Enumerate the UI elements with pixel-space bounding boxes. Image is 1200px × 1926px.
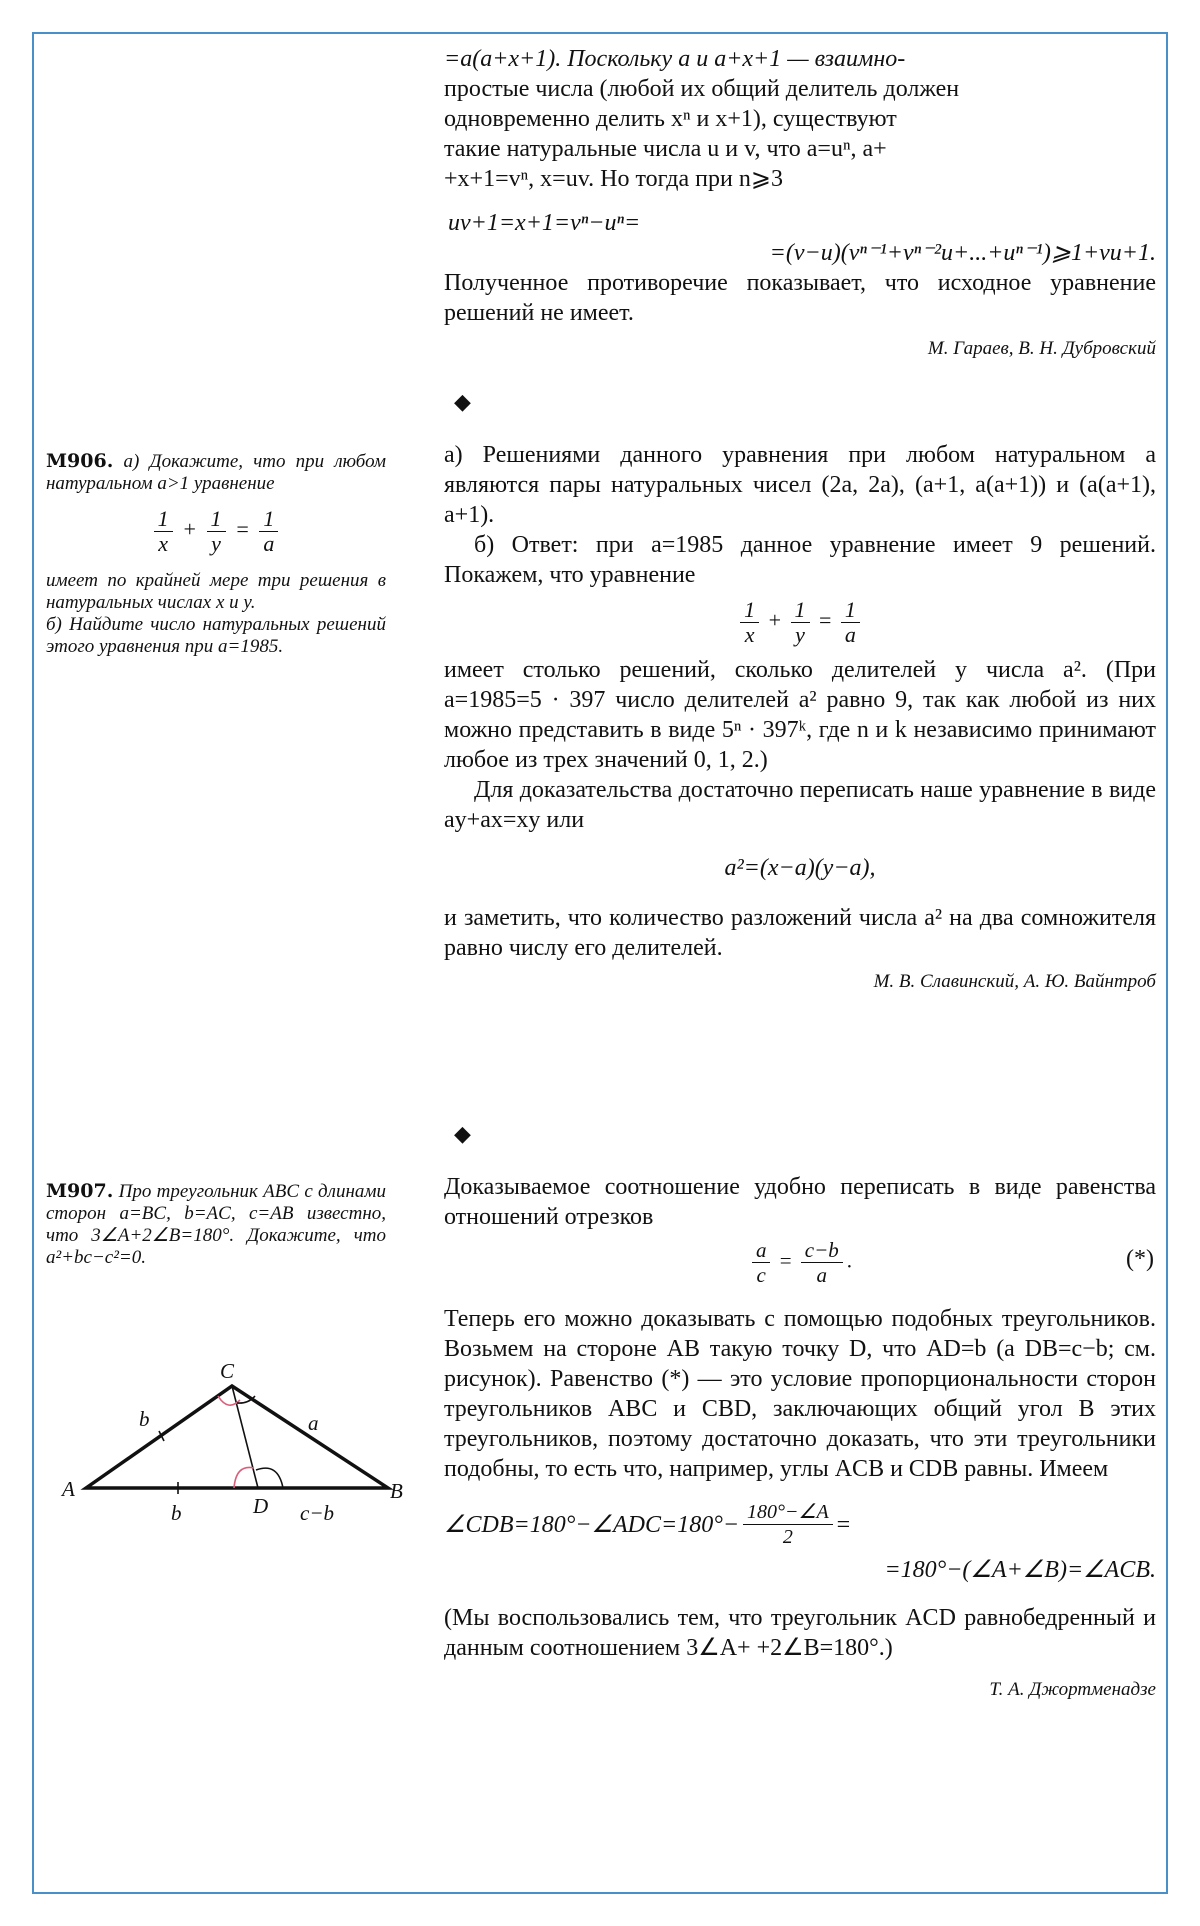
m906-sol-b-eq: a²=(x−a)(y−a), [724, 855, 876, 881]
label-vertex-c: C [220, 1360, 235, 1383]
frac-num: 1 [207, 507, 226, 532]
m907-label: М907. [46, 1180, 114, 1202]
m907-problem [46, 1180, 386, 1269]
m906-problem-a-end: имеет по крайней мере три решения в натуральных числах x и y. [46, 570, 386, 613]
cont-line-5: +x+1=vⁿ, x=uv. Но тогда при n⩾3 [444, 166, 783, 192]
frac-den: x [744, 622, 755, 647]
ratio-period: . [846, 1248, 853, 1273]
op-plus: + [768, 607, 781, 633]
frac-den: x [158, 531, 169, 556]
frac-num: 1 [259, 507, 278, 532]
m907-problem-text: Про треугольник ABC с длинами сторон a=BC, b=AC, c=AB известно, что 3∠A+2∠B=180°. Докажите, что a²+bc−c²=0. [46, 1181, 387, 1268]
m907-sol-body: Теперь его можно доказывать с помощью подобных треугольников. Возьмем на стороне AB такую точку D, что AD=b (а DB=c−b; см. рисунок). Равенство (*) — это условие пропорциональности сторон треугольников ABC и CBD, заключающих общий угол B этих треугольников, поэтому достаточно доказать, что эти треугольники подобны, то есть что, например, углы ACB и CDB равны. Имеем [444, 1306, 1156, 1482]
frac-num: 1 [791, 598, 810, 623]
cont-eq-1: uv+1=x+1=vⁿ−uⁿ= [448, 210, 641, 236]
label-vertex-b: B [390, 1479, 403, 1503]
m906-problem-a: а) Докажите, что при любом натуральном a>1 уравнение [46, 451, 386, 494]
m907-solution [444, 1172, 1156, 1705]
m907-eq1-left: ∠CDB=180°−∠ADC=180°− [444, 1511, 740, 1538]
frac-den: a [844, 622, 856, 647]
m907-eq1 [444, 1500, 1156, 1549]
m907-note: (Мы воспользовались тем, что треугольник ACD равнобедренный и данным соотношением 3∠A+ +2∠B=180°.) [444, 1605, 1156, 1661]
frac-num: 1 [740, 598, 759, 623]
m906-equation [46, 507, 386, 556]
frac-num: 180°−∠A [743, 1500, 833, 1525]
cont-line-2: простые числа (любой их общий делитель должен [444, 76, 960, 102]
label-segment-ad: b [171, 1501, 182, 1525]
frac-den: 2 [782, 1526, 793, 1548]
cont-line-4: такие натуральные числа u и v, что a=uⁿ, a+ [444, 136, 887, 162]
cont-eq-2: =(v−u)(vⁿ⁻¹+vⁿ⁻²u+...+uⁿ⁻¹)⩾1+vu+1. [769, 240, 1156, 266]
m906-sol-b-end: и заметить, что количество разложений числа a² на два сомножителя равно числу его делителей. [444, 905, 1156, 961]
frac-num: a [752, 1238, 771, 1263]
frac-num: c−b [801, 1238, 843, 1263]
frac-den: c [756, 1263, 766, 1287]
label-side-b: b [139, 1407, 150, 1431]
m906-solution [444, 440, 1156, 997]
m907-eq1-right: = [836, 1511, 851, 1538]
cont-conclusion: Полученное противоречие показывает, что исходное уравнение решений не имеет. [444, 270, 1156, 326]
m906-signature: М. В. Славинский, А. Ю. Вайнтроб [873, 971, 1156, 992]
m906-sol-equation [444, 598, 1156, 647]
cont-line-3: одновременно делить xⁿ и x+1), существуют [444, 106, 897, 132]
label-side-a: a [308, 1411, 319, 1435]
m906-sol-b-proof: Для доказательства достаточно переписать наше уравнение в виде ay+ax=xy или [444, 777, 1156, 833]
angle-arc-d-left [234, 1467, 254, 1488]
separator-diamond-2: ◆ [454, 1122, 471, 1147]
m907-signature: Т. А. Джортменадзе [989, 1679, 1156, 1700]
frac-num: 1 [154, 507, 173, 532]
cont-signature: М. Гараев, В. Н. Дубровский [927, 338, 1156, 359]
label-vertex-d: D [253, 1494, 269, 1518]
frac-den: a [263, 531, 275, 556]
op-plus: + [182, 516, 197, 542]
m907-ratio: $\frac{a}{c}$ = $\frac{c-b}{a}$ . [444, 1238, 1156, 1287]
triangle-abc [86, 1386, 388, 1488]
cont-line-1: =a(a+x+1). Поскольку a и a+x+1 — взаимно- [444, 46, 906, 72]
m907-sol-intro: Доказываемое соотношение удобно переписать в виде равенства отношений отрезков [444, 1174, 1156, 1230]
op-equals: = [819, 607, 832, 633]
m906-problem-b: б) Найдите число натуральных решений этого уравнения при a=1985. [46, 614, 386, 657]
m906-sol-a: а) Решениями данного уравнения при любом натуральном a являются пары натуральных чисел (2a, 2a), (a+1, a(a+1)) и (a(a+1), a+1). [444, 442, 1156, 528]
separator-diamond-1: ◆ [454, 390, 471, 415]
frac-den: y [211, 531, 221, 556]
label-segment-db: c−b [300, 1501, 334, 1525]
triangle-figure [50, 1360, 410, 1535]
m906-label: М906. [46, 450, 114, 472]
angle-arc-d-right [256, 1468, 283, 1488]
m907-ratio-row [444, 1238, 1156, 1292]
m907-eq2: =180°−(∠A+∠B)=∠ACB. [884, 1557, 1156, 1583]
m907-star-label: (*) [1126, 1246, 1154, 1272]
label-vertex-a: A [62, 1477, 75, 1501]
frac-den: y [795, 622, 805, 647]
frac-num: 1 [841, 598, 860, 623]
m906-sol-b-start: б) Ответ: при a=1985 данное уравнение имеет 9 решений. Покажем, что уравнение [444, 532, 1156, 588]
m906-problem [46, 450, 386, 658]
op-equals: = [235, 516, 250, 542]
frac-den: a [816, 1263, 828, 1287]
m906-sol-b-mid: имеет столько решений, сколько делителей у числа a². (При a=1985=5 · 397 число делителей a² равно 9, так как любой из них можно представить в виде 5ⁿ · 397ᵏ, где n и k независимо принимают любое из трех значений 0, 1, 2.) [444, 657, 1156, 773]
continuation-block [444, 44, 1156, 364]
